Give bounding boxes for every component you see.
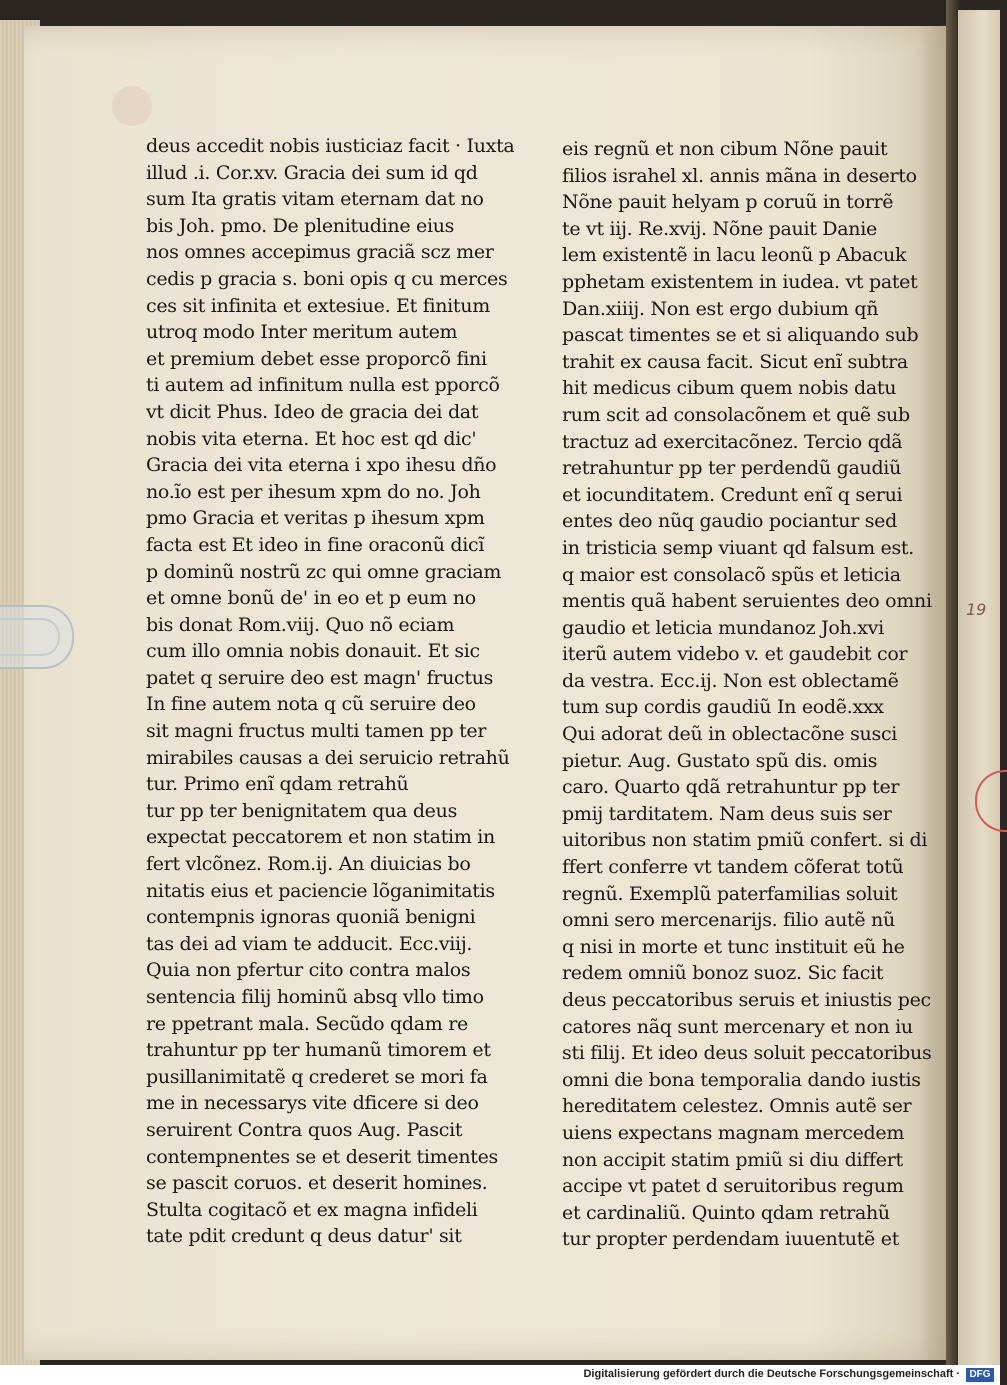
text-line: uiens expectans magnam mercedem bbox=[562, 1121, 905, 1144]
text-line: pmo Gracia et veritas p ihesum xpm bbox=[146, 507, 485, 530]
text-line: Quia non pfertur cito contra malos bbox=[146, 959, 471, 982]
text-line: redem omniũ bonoz suoz. Sic facit bbox=[562, 962, 884, 985]
text-line: nitatis eius et paciencie lõganimitatis bbox=[146, 879, 495, 902]
text-line: sti filij. Et ideo deus soluit peccatoribus bbox=[562, 1042, 932, 1065]
text-line: et cardinaliũ. Quinto qdam retrahũ bbox=[562, 1201, 890, 1224]
text-line: re ppetrant mala. Secũdo qdam re bbox=[146, 1012, 468, 1035]
text-line: iterũ autem videbo v. et gaudebit cor bbox=[562, 643, 908, 666]
text-line: contempnis ignoras quoniã benigni bbox=[146, 906, 476, 929]
text-line: expectat peccatorem et non statim in bbox=[146, 826, 495, 849]
right-text-column bbox=[562, 136, 932, 1253]
text-line: hereditatem celestez. Omnis autẽ ser bbox=[562, 1095, 912, 1118]
facing-page-edge bbox=[958, 10, 1000, 1365]
text-line: et iocunditatem. Credunt enĩ q serui bbox=[562, 483, 903, 506]
text-line: sum Ita gratis vitam eternam dat no bbox=[146, 188, 484, 211]
text-line: gaudio et leticia mundanoz Joh.xvi bbox=[562, 616, 884, 639]
text-line: ffert conferre vt tandem cõferat totũ bbox=[562, 856, 904, 879]
text-line: hit medicus cibum quem nobis datu bbox=[562, 377, 897, 400]
margin-folio-number: 19 bbox=[966, 600, 987, 619]
text-line: tractuz ad exercitacõnez. Tercio qdã bbox=[562, 430, 903, 453]
text-line: utroq modo Inter meritum autem bbox=[146, 321, 458, 344]
text-line: sit magni fructus multi tamen pp ter bbox=[146, 720, 487, 743]
text-line: no.ĩo est per ihesum xpm do no. Joh bbox=[146, 480, 481, 503]
text-line: contempnentes se et deserit timentes bbox=[146, 1145, 498, 1168]
text-line: trahit ex causa facit. Sicut enĩ subtra bbox=[562, 350, 908, 373]
text-line: rum scit ad consolacõnem et quẽ sub bbox=[562, 403, 910, 426]
text-line: da vestra. Ecc.ij. Non est oblectamẽ bbox=[562, 669, 899, 692]
text-line: deus peccatoribus seruis et iniustis pec bbox=[562, 989, 931, 1011]
text-line: catores nãq sunt mercenary et non iu bbox=[562, 1015, 913, 1038]
text-line: omni die bona temporalia dando iustis bbox=[562, 1068, 921, 1091]
text-line: tur propter perdendam iuuentutẽ et bbox=[562, 1228, 900, 1251]
text-line: Qui adorat deũ in oblectacõne susci bbox=[562, 723, 898, 746]
text-line: In fine autem nota q cũ seruire deo bbox=[146, 693, 476, 716]
text-line: mentis quã habent seruientes deo omni bbox=[562, 590, 932, 613]
text-line: lem existentẽ in lacu leonũ p Abacuk bbox=[562, 244, 907, 267]
text-line: tur. Primo enĩ qdam retrahũ bbox=[146, 773, 409, 796]
text-line: bis Joh. pmo. De plenitudine eius bbox=[146, 214, 455, 237]
text-line: Nõne pauit helyam p coruũ in torrẽ bbox=[562, 191, 894, 214]
text-line: bis donat Rom.viij. Quo nõ eciam bbox=[146, 613, 455, 636]
dfg-logo: DFG bbox=[966, 1368, 994, 1382]
stain bbox=[112, 86, 152, 126]
text-line: tur pp ter benignitatem qua deus bbox=[146, 799, 458, 822]
text-line: me in necessarys vite dficere si deo bbox=[146, 1092, 479, 1115]
text-line: p dominũ nostrũ zc qui omne graciam bbox=[146, 560, 502, 583]
text-line: fert vlcõnez. Rom.ij. An diuicias bo bbox=[146, 853, 471, 876]
text-line: in tristicia semp viuant qd falsum est. bbox=[562, 536, 915, 559]
text-line: nobis vita eterna. Et hoc est qd dic' bbox=[146, 427, 477, 450]
text-line: seruirent Contra quos Aug. Pascit bbox=[146, 1118, 463, 1141]
paper-clip-inner bbox=[0, 618, 60, 656]
text-line: trahuntur pp ter humanũ timorem et bbox=[146, 1039, 491, 1062]
text-line: mirabiles causas a dei seruicio retrahũ bbox=[146, 746, 510, 769]
text-line: sentencia filij hominũ absq vllo timo bbox=[146, 986, 484, 1008]
text-line: caro. Quarto qdã retrahuntur pp ter bbox=[562, 776, 900, 799]
footer-bar bbox=[0, 1365, 1000, 1385]
text-line: eis regnũ et non cibum Nõne pauit bbox=[562, 138, 888, 160]
text-line: pphetam existentem in iudea. vt patet bbox=[562, 270, 918, 293]
text-line: pmij tarditatem. Nam deus suis ser bbox=[562, 802, 892, 825]
text-line: accipe vt patet d seruitoribus regum bbox=[562, 1175, 904, 1198]
text-line: q maior est consolacõ spũs et leticia bbox=[562, 563, 901, 586]
text-line: patet q seruire deo est magn' fructus bbox=[146, 666, 494, 689]
text-line: cum illo omnia nobis donauit. Et sic bbox=[146, 640, 480, 663]
text-line: cedis p gracia s. boni opis q cu merces bbox=[146, 267, 508, 290]
text-line: tate pdit credunt q deus datur' sit bbox=[146, 1225, 462, 1248]
text-line: non accipit statim pmiũ si diu differt bbox=[562, 1148, 903, 1171]
text-line: pascat timentes se et si aliquando sub bbox=[562, 324, 919, 347]
text-line: Stulta cogitacõ et ex magna infideli bbox=[146, 1198, 478, 1221]
text-line: tas dei ad viam te adducit. Ecc.viij. bbox=[146, 932, 473, 955]
text-line: uitoribus non statim pmiũ confert. si di bbox=[562, 829, 928, 852]
text-line: et premium debet esse proporcõ fini bbox=[146, 347, 487, 370]
text-line: tum sup cordis gaudiũ In eodẽ.xxx bbox=[562, 696, 884, 719]
text-line: pietur. Aug. Gustato spũ dis. omis bbox=[562, 749, 878, 772]
text-line: regnũ. Exemplũ paterfamilias soluit bbox=[562, 882, 898, 905]
text-line: te vt iij. Re.xvij. Nõne pauit Danie bbox=[562, 217, 877, 240]
text-line: pusillanimitatẽ q crederet se mori fa bbox=[146, 1065, 488, 1088]
text-line: et omne bonũ de' in eo et p eum no bbox=[146, 587, 476, 610]
text-line: q nisi in morte et tunc instituit eũ he bbox=[562, 935, 905, 958]
text-line: entes deo nũq gaudio pociantur sed bbox=[562, 510, 897, 533]
text-line: illud .i. Cor.xv. Gracia dei sum id qd bbox=[146, 161, 478, 184]
text-line: filios israhel xl. annis mãna in deserto bbox=[562, 164, 917, 187]
text-line: se pascit coruos. et deserit homines. bbox=[146, 1172, 488, 1195]
text-line: nos omnes accepimus graciã scz mer bbox=[146, 241, 494, 264]
text-line: vt dicit Phus. Ideo de gracia dei dat bbox=[146, 400, 479, 423]
left-text-column bbox=[146, 133, 515, 1250]
text-line: ces sit infinita et extesiue. Et finitum bbox=[146, 294, 490, 317]
footer-credit: Digitalisierung gefördert durch die Deutsche Forschungsgemeinschaft · bbox=[583, 1368, 960, 1380]
text-line: facta est Et ideo in fine oraconũ dicĩ bbox=[146, 533, 485, 556]
text-line: retrahuntur pp ter perdendũ gaudiũ bbox=[562, 457, 902, 480]
text-line: Dan.xiiij. Non est ergo dubium qñ bbox=[562, 297, 879, 320]
text-line: Gracia dei vita eterna i xpo ihesu dño bbox=[146, 454, 497, 477]
text-line: omni sero mercenarijs. filio autẽ nũ bbox=[562, 909, 895, 932]
text-line: deus accedit nobis iusticiaz facit · Iuxta bbox=[146, 135, 515, 157]
text-line: ti autem ad infinitum nulla est pporcõ bbox=[146, 374, 500, 397]
